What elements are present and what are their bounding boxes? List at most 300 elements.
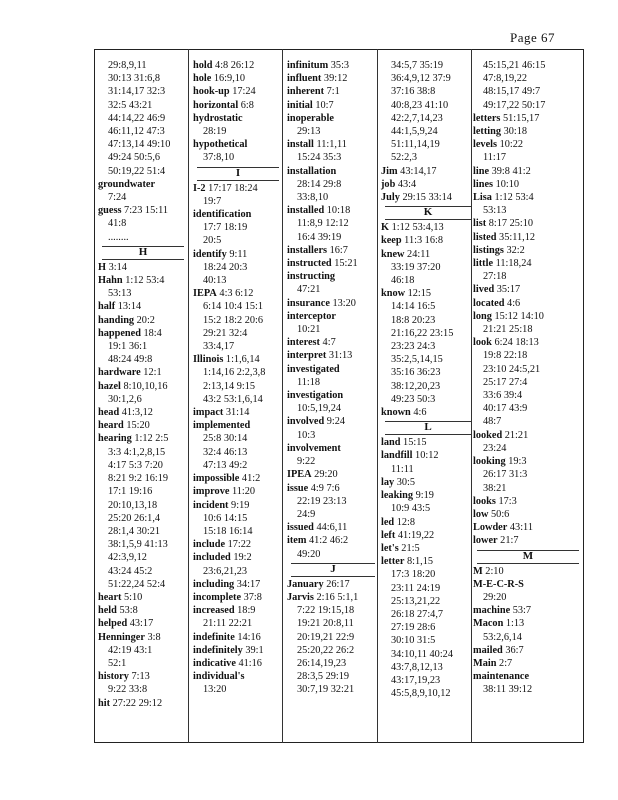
index-entry — [473, 508, 583, 521]
index-entry — [98, 604, 188, 617]
index-term: look — [473, 337, 492, 349]
index-entry — [381, 516, 475, 529]
index-entry — [473, 112, 583, 125]
index-entry — [98, 591, 188, 604]
page-line-refs: 8:1,15 — [404, 556, 434, 568]
index-term: influent — [287, 73, 322, 85]
index-term: July — [381, 192, 400, 204]
page-line-refs: 15:18 16:14 — [203, 525, 253, 537]
index-entry — [193, 591, 283, 604]
page-line-refs: 9:24 — [324, 416, 346, 428]
page-line-refs: 48:15,17 49:7 — [483, 86, 541, 98]
index-term: installed — [287, 205, 325, 217]
page-line-refs: 10:22 — [497, 139, 524, 151]
index-entry — [98, 178, 188, 191]
index-term: know — [381, 288, 406, 300]
page-line-refs: 7:23 15:11 — [121, 205, 168, 217]
page-line-refs: 15:24 35:3 — [297, 152, 342, 164]
index-entry — [193, 287, 283, 300]
index-term: improve — [193, 486, 230, 498]
index-column-1 — [98, 59, 188, 710]
index-entry — [193, 72, 283, 85]
index-entry — [473, 165, 583, 178]
index-term: keep — [381, 235, 402, 247]
index-term: insurance — [287, 297, 330, 309]
index-entry — [473, 125, 583, 138]
index-term: H — [98, 261, 107, 273]
index-entry — [287, 297, 379, 310]
page-line-refs: 43:11 — [507, 522, 533, 534]
index-term: initial — [287, 99, 313, 111]
index-entry — [287, 72, 379, 85]
index-entry — [287, 363, 379, 376]
index-term: investigation — [287, 390, 344, 402]
index-entry — [193, 551, 283, 564]
index-term: job — [381, 178, 396, 190]
index-term: line — [473, 165, 490, 177]
column-divider — [188, 49, 189, 743]
page-line-refs: 14:14 16:5 — [391, 301, 436, 313]
index-entry — [473, 617, 583, 630]
page-line-refs: 51:15,17 — [500, 112, 540, 124]
page-line-refs: 42:2,7,14,23 — [391, 112, 443, 124]
page-line-refs: 38:12,20,23 — [391, 380, 441, 392]
page-line-refs: 45:5,8,9,10,12 — [391, 688, 451, 700]
page-line-refs: 7:24 — [108, 192, 127, 204]
page-line-refs: 26:18 27:4,7 — [391, 608, 444, 620]
page-line-refs: 49:24 50:5,6 — [108, 152, 161, 164]
index-entry — [98, 366, 188, 379]
index-entry — [287, 59, 379, 72]
index-term: installation — [287, 165, 337, 177]
index-term: levels — [473, 139, 498, 151]
page-line-refs: 7:13 — [128, 671, 150, 683]
page-line-refs: 4:3 6:12 — [216, 288, 254, 300]
index-term: knew — [381, 248, 405, 260]
page-line-refs: 33:4,17 — [203, 341, 235, 353]
page-line-refs: 11:18,24 — [493, 258, 532, 270]
index-entry — [381, 191, 475, 204]
page-line-refs: 41:19,22 — [395, 529, 435, 541]
index-entry — [287, 591, 379, 604]
index-term: lines — [473, 178, 494, 190]
index-term: Hahn — [98, 275, 123, 287]
index-entry — [381, 542, 475, 555]
page-line-refs: 30:5 — [394, 476, 416, 488]
page-line-refs: 27:19 28:6 — [391, 622, 436, 634]
index-term: held — [98, 605, 117, 617]
index-entry — [473, 644, 583, 657]
index-term: letters — [473, 112, 501, 124]
index-term: investigated — [287, 363, 340, 375]
index-term: issue — [287, 482, 309, 494]
page-line-refs: 48:24 49:8 — [108, 354, 153, 366]
page-line-refs: 4:8 26:12 — [212, 60, 255, 71]
index-term: install — [287, 139, 314, 151]
index-term: include — [193, 539, 226, 551]
page-line-refs: 29:20 — [311, 469, 338, 481]
page-line-refs: 1:12 53:4,13 — [389, 222, 444, 234]
page-line-refs: 47:8,19,22 — [483, 73, 528, 85]
page-line-refs: 31:14 — [223, 407, 250, 419]
page-line-refs: 33:6 39:4 — [483, 390, 523, 402]
page-line-refs: 25:13,21,22 — [391, 595, 441, 607]
index-term: interceptor — [287, 310, 336, 322]
index-entry — [98, 617, 188, 630]
index-term: hazel — [98, 380, 121, 392]
page-line-refs: 53:7 — [510, 605, 532, 617]
page-line-refs: 4:6 — [410, 407, 427, 419]
index-term: little — [473, 258, 494, 270]
page-line-refs: 19:7 — [203, 195, 222, 207]
page-line-refs: 17:3 18:20 — [391, 569, 436, 581]
page-line-refs: 12:15 — [405, 288, 432, 300]
page-line-refs: 41:3,12 — [119, 407, 153, 419]
page-line-refs: 13:20 — [329, 297, 356, 309]
index-entry — [193, 538, 283, 551]
index-term: landfill — [381, 450, 413, 462]
page-line-refs: 15:15 — [400, 437, 427, 449]
page-line-refs: 11:3 16:8 — [401, 235, 443, 247]
page-line-refs: 52:2,3 — [391, 152, 418, 164]
index-term: groundwater — [98, 178, 156, 190]
page-line-refs: 11:8,9 12:12 — [297, 218, 349, 230]
page-line-refs: 49:17,22 50:17 — [483, 99, 546, 111]
index-column-4 — [381, 59, 475, 700]
page-line-refs: 10:3 — [297, 429, 316, 441]
page-line-refs: 34:5,7 35:19 — [391, 60, 444, 71]
page-line-refs: 15:20 — [123, 420, 150, 432]
index-entry — [98, 406, 188, 419]
page-line-refs: 38:1,5,9 41:13 — [108, 539, 168, 551]
index-entry — [287, 534, 379, 547]
index-term: item — [287, 535, 307, 547]
index-entry — [381, 489, 475, 502]
page-line-refs: 9:11 — [226, 248, 248, 260]
section-letter: I — [193, 165, 283, 182]
page-line-refs: 30:10 31:5 — [391, 635, 436, 647]
index-entry — [193, 670, 283, 683]
page-line-refs: 26:14,19,23 — [297, 657, 347, 669]
page-line-refs: 21:11 22:21 — [203, 618, 253, 630]
index-entry — [473, 455, 583, 468]
page-line-refs: 17:1 19:16 — [108, 486, 153, 498]
index-term: hook-up — [193, 86, 230, 98]
page-line-refs: 46:11,12 47:3 — [108, 126, 165, 138]
page-line-refs: 35:3 — [328, 60, 350, 71]
index-term: interest — [287, 337, 320, 349]
index-entry — [287, 349, 379, 362]
index-term: individual's — [193, 671, 245, 683]
page-line-refs: 25:20,22 26:2 — [297, 644, 355, 656]
page-line-refs: 23:24 — [483, 442, 507, 454]
page-line-refs: 17:24 — [229, 86, 256, 98]
page-line-refs: 35:11,12 — [496, 231, 535, 243]
index-entry — [193, 112, 283, 125]
page-line-refs: 28:3,5 29:19 — [297, 671, 350, 683]
page-line-refs: 38:21 — [483, 482, 507, 494]
index-term: increased — [193, 605, 235, 617]
index-entry — [193, 472, 283, 485]
index-column-5 — [473, 59, 583, 697]
page-line-refs: 33:8,10 — [297, 192, 329, 204]
index-entry — [473, 578, 583, 591]
page-line-refs: 17:7 18:19 — [203, 222, 248, 234]
page-line-refs: 40:17 43:9 — [483, 403, 528, 415]
page-line-refs: 11:20 — [229, 486, 256, 498]
index-entry — [473, 244, 583, 257]
page-line-refs: 35:16 36:23 — [391, 367, 441, 379]
index-entry — [287, 415, 379, 428]
page-line-refs: 49:23 50:3 — [391, 393, 436, 405]
page-line-refs: 53:2,6,14 — [483, 631, 522, 643]
index-entry — [473, 521, 583, 534]
section-letter: J — [287, 561, 379, 578]
index-term: lay — [381, 476, 395, 488]
page-line-refs: 48:7 — [483, 416, 502, 428]
index-term: IPEA — [287, 469, 312, 481]
page-line-refs: 18:9 — [234, 605, 256, 617]
page-line-refs: ........ — [108, 231, 129, 243]
page-line-refs: 30:1,2,6 — [108, 393, 142, 405]
page-line-refs: 15:2 18:2 20:6 — [203, 314, 264, 326]
index-entry — [287, 468, 379, 481]
page-line-refs: 25:17 27:4 — [483, 376, 528, 388]
index-entry — [381, 406, 475, 419]
page-line-refs: 52:1 — [108, 657, 127, 669]
index-entry — [287, 310, 379, 323]
index-term: hit — [98, 697, 111, 709]
page-line-refs: 9:22 33:8 — [108, 684, 148, 696]
page-line-refs: 2:13,14 9:15 — [203, 380, 256, 392]
index-entry — [381, 234, 475, 247]
page-line-refs: 36:7 — [502, 644, 524, 656]
index-term: letter — [381, 556, 405, 568]
index-entry — [98, 419, 188, 432]
page-line-refs: 29:15 33:14 — [399, 192, 452, 204]
page-line-refs: 18:24 20:3 — [203, 261, 248, 273]
index-term: hydrostatic — [193, 112, 243, 124]
index-entry — [381, 248, 475, 261]
page-line-refs: 43:24 45:2 — [108, 565, 153, 577]
page-line-refs: 35:2,5,14,15 — [391, 354, 443, 366]
index-term: indefinite — [193, 631, 235, 643]
page-line-refs: 33:19 37:20 — [391, 261, 441, 273]
page-line-refs: 39:1 — [242, 644, 264, 656]
page-line-refs: 1:12 53:4 — [122, 275, 165, 287]
page-line-refs: 34:10,11 40:24 — [391, 648, 453, 660]
index-term: Jarvis — [287, 591, 314, 603]
index-entry — [473, 604, 583, 617]
page-line-refs: 27:18 — [483, 271, 507, 283]
page-line-refs: 47:13,14 49:10 — [108, 139, 171, 151]
index-term: instructed — [287, 258, 332, 270]
page-line-refs: 15:12 14:10 — [491, 310, 544, 322]
page-line-refs: 34:17 — [234, 578, 261, 590]
page-line-refs: 36:4,9,12 37:9 — [391, 73, 451, 85]
page-line-refs: 29:21 32:4 — [203, 327, 248, 339]
index-entry — [98, 670, 188, 683]
page-line-refs: 50:6 — [488, 508, 510, 520]
page-line-refs: 8:21 9:2 16:19 — [108, 473, 169, 485]
section-letter: H — [98, 244, 188, 261]
index-entry — [98, 204, 188, 217]
index-term: January — [287, 578, 324, 590]
index-entry — [473, 310, 583, 323]
index-term: mailed — [473, 644, 503, 656]
index-term: head — [98, 407, 120, 419]
index-entry — [473, 565, 583, 578]
index-term: maintenance — [473, 671, 530, 683]
index-term: Henninger — [98, 631, 145, 643]
index-entry — [381, 178, 475, 191]
page-line-refs: 41:2 — [239, 473, 261, 485]
page-line-refs: 31:13 — [326, 350, 353, 362]
index-term: looked — [473, 429, 503, 441]
page-line-refs: 53:13 — [483, 205, 507, 217]
index-term: identify — [193, 248, 227, 260]
page-line-refs: 11:1,11 — [313, 139, 347, 151]
index-term: heart — [98, 591, 122, 603]
page-line-refs: 40:13 — [203, 275, 227, 287]
page-line-refs: 28:14 29:8 — [297, 178, 342, 190]
page-line-refs: 1:13 — [503, 618, 525, 630]
index-term: including — [193, 578, 235, 590]
index-entry — [473, 231, 583, 244]
page-line-refs: 39:8 41:2 — [489, 165, 531, 177]
index-term: listings — [473, 244, 504, 256]
page-line-refs: 16:7 — [327, 244, 348, 256]
page-line-refs: 44:1,5,9,24 — [391, 126, 438, 138]
page-line-refs: 43:14,17 — [397, 165, 437, 177]
page-line-refs: 16:9,10 — [211, 73, 246, 85]
index-term: included — [193, 552, 231, 564]
page-line-refs: 53:8 — [116, 605, 138, 617]
page-line-refs: 42:19 43:1 — [108, 644, 153, 656]
index-entry — [193, 419, 283, 432]
page-line-refs: 22:19 23:13 — [297, 495, 347, 507]
page-line-refs: 31:14,17 32:3 — [108, 86, 166, 98]
page-line-refs: 4:17 5:3 7:20 — [108, 459, 163, 471]
page-line-refs: 38:11 39:12 — [483, 684, 533, 696]
page-line-refs: 27:22 29:12 — [110, 697, 163, 709]
section-letter: K — [381, 204, 475, 221]
index-term: incident — [193, 499, 229, 511]
index-entry — [381, 287, 475, 300]
index-term: left — [381, 529, 396, 541]
page-line-refs: 47:21 — [297, 284, 321, 296]
page-line-refs: 10:5,19,24 — [297, 403, 342, 415]
index-term: looks — [473, 495, 496, 507]
index-entry — [287, 521, 379, 534]
page-line-refs: 39:12 — [321, 73, 348, 85]
page-line-refs: 19:3 — [505, 456, 527, 468]
page-line-refs: 7:1 — [324, 86, 340, 98]
page-line-refs: 26:17 31:3 — [483, 469, 528, 481]
page-line-refs: 6:24 18:13 — [491, 337, 539, 349]
page-line-refs: 2:10 — [482, 565, 504, 577]
page-line-refs: 11:17 — [483, 152, 507, 164]
index-term: Macon — [473, 618, 504, 630]
page-line-refs: 3:3 4:1,2,8,15 — [108, 446, 166, 458]
index-term: helped — [98, 618, 128, 630]
index-entry — [473, 297, 583, 310]
page-line-refs: 3:8 — [144, 631, 161, 643]
index-entry — [473, 670, 583, 683]
page-line-refs: 11:18 — [297, 376, 321, 388]
page-line-refs: 32:5 43:21 — [108, 99, 153, 111]
index-entry — [98, 274, 188, 287]
page-line-refs: 43:4 — [395, 178, 417, 190]
page-line-refs: 21:21 25:18 — [483, 324, 533, 336]
index-term: letting — [473, 126, 502, 138]
index-entry — [193, 406, 283, 419]
index-entry — [287, 270, 379, 283]
page-line-refs: 53:13 — [108, 288, 132, 300]
page-line-refs: 29:20 — [483, 591, 507, 603]
index-term: lived — [473, 284, 495, 296]
index-term: handing — [98, 314, 135, 326]
index-term: guess — [98, 205, 122, 217]
page-line-refs: 29:8,9,11 — [108, 60, 147, 71]
index-entry — [193, 138, 283, 151]
page-line-refs: 7:22 19:15,18 — [297, 605, 355, 617]
index-term: M-E-C-R-S — [473, 578, 524, 590]
index-term: known — [381, 407, 411, 419]
page-line-refs: 23:23 24:3 — [391, 341, 436, 353]
index-term: K — [381, 222, 390, 234]
page-line-refs: 4:9 7:6 — [308, 482, 340, 494]
page-line-refs: 30:7,19 32:21 — [297, 684, 355, 696]
index-entry — [473, 138, 583, 151]
index-entry — [98, 314, 188, 327]
index-term: issued — [287, 522, 314, 534]
page-line-refs: 13:20 — [203, 684, 227, 696]
index-term: looking — [473, 456, 506, 468]
page-line-refs: 9:22 — [297, 456, 316, 468]
page-line-refs: 20:2 — [134, 314, 155, 326]
page-line-refs: 23:6,21,23 — [203, 565, 248, 577]
page-line-refs: 16:4 39:19 — [297, 231, 342, 243]
index-term: horizontal — [193, 99, 239, 111]
index-term: machine — [473, 605, 511, 617]
page-line-refs: 44:14,22 46:9 — [108, 112, 166, 124]
page-line-refs: 17:17 18:24 — [205, 182, 258, 194]
index-entry — [381, 436, 475, 449]
page-line-refs: 5:10 — [121, 591, 143, 603]
index-term: Illinois — [193, 354, 224, 366]
page-line-refs: 12:8 — [394, 516, 416, 528]
index-entry — [473, 283, 583, 296]
index-term: hold — [193, 60, 213, 71]
page-line-refs: 37:8 — [241, 591, 262, 603]
page-line-refs: 40:8,23 41:10 — [391, 99, 449, 111]
page-line-refs: 26:17 — [323, 578, 350, 590]
index-column-2 — [193, 59, 283, 697]
index-entry — [98, 631, 188, 644]
index-term: M — [473, 565, 483, 577]
page-line-refs: 21:21 — [502, 429, 529, 441]
page-line-refs: 43:7,8,12,13 — [391, 661, 443, 673]
page-line-refs: 37:8,10 — [203, 152, 235, 164]
index-entry — [473, 336, 583, 349]
index-entry — [193, 578, 283, 591]
index-term: implemented — [193, 420, 251, 432]
page-line-refs: 30:18 — [501, 126, 528, 138]
page-line-refs: 20:19,21 22:9 — [297, 631, 355, 643]
page-line-refs: 28:19 — [203, 126, 227, 138]
page-line-refs: 25:20 26:1,4 — [108, 512, 161, 524]
